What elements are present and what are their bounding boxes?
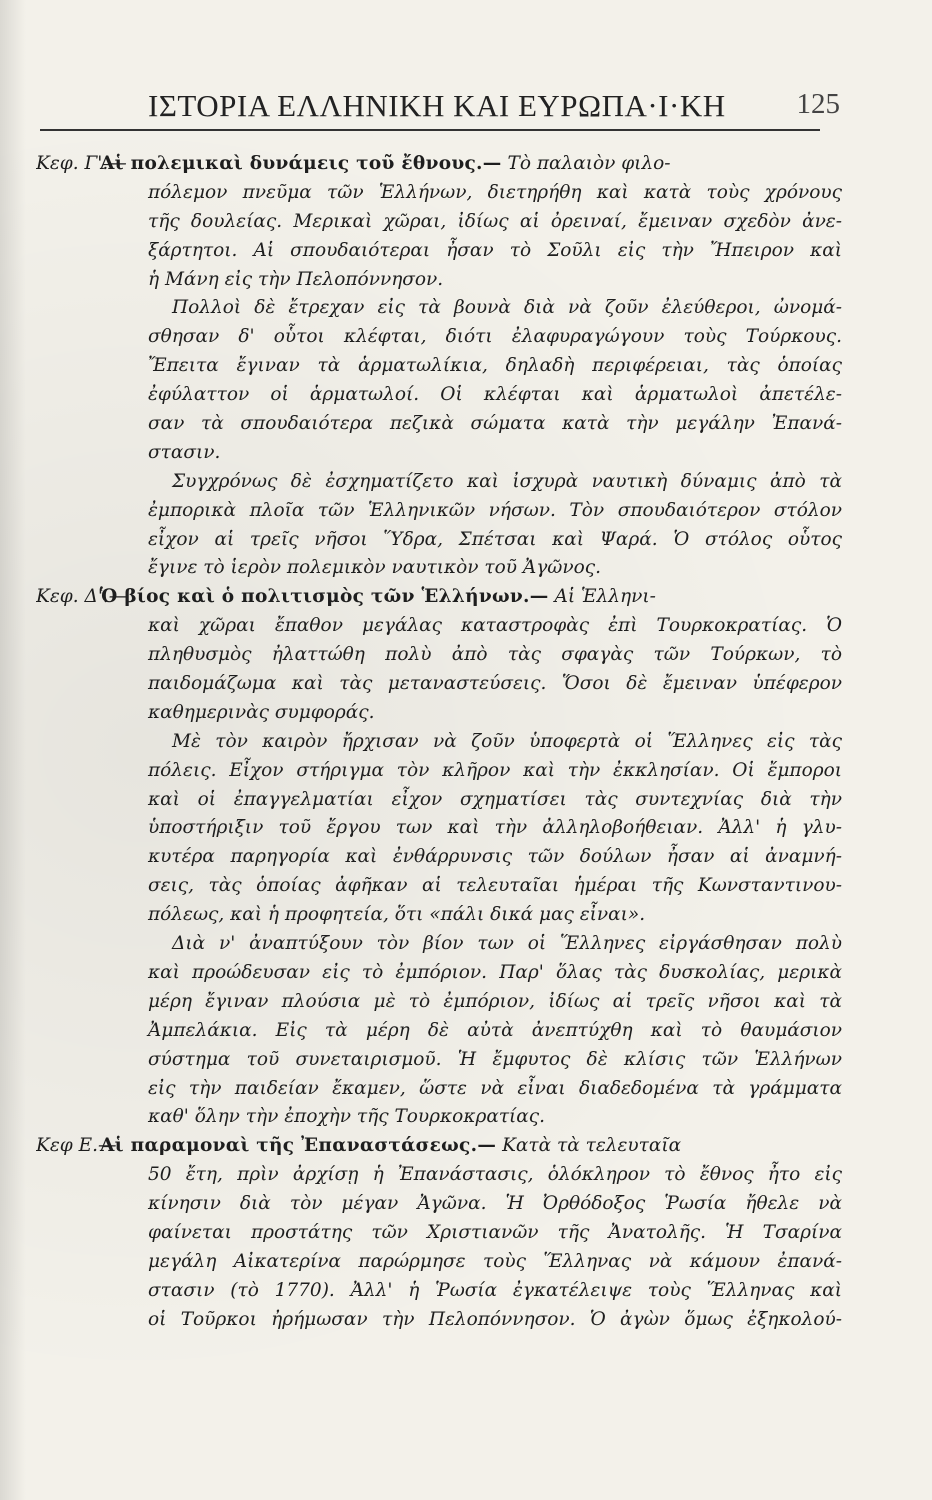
text-line: οἱ Τοῦρκοι ἠρήμωσαν τὴν Πελοπόννησον. Ὁ ἀγὼν ὅμως ἐξηκολού- [148,1308,842,1330]
text-line: πληθυσμὸς ἠλαττώθη πολὺ ἀπὸ τὰς σφαγὰς τῶν Τούρκων, τὸ [148,644,842,666]
page-header [40,88,840,132]
text-line: μεγάλη Αἰκατερίνα παρώρμησε τοὺς Ἕλληνας νὰ κάμουν ἐπανά- [148,1250,842,1272]
text-line: καὶ προώδευσαν εἰς τὸ ἐμπόριον. Παρ' ὅλας τὰς δυσκολίας, μερικὰ [148,961,842,983]
text-line: κυτέρα παρηγορία καὶ ἐνθάρρυνσις τῶν δούλων ἦσαν αἱ ἀναμνή- [148,846,842,868]
text-line: φαίνεται προστάτης τῶν Χριστιανῶν τῆς Ἀνατολῆς. Ἡ Τσαρίνα [148,1221,842,1243]
chapter-first-line-text: Τὸ παλαιὸν φιλο- [507,153,671,174]
chapter-heading-line [36,150,842,179]
chapter-label: Κεφ. Δ'.— [36,586,128,608]
chapter-section-gamma [36,150,842,583]
text-line: σύστημα τοῦ συνεταιρισμοῦ. Ἡ ἔμφυτος δὲ κλίσις τῶν Ἑλλήνων [148,1048,842,1070]
text-line: 50 ἔτη, πρὶν ἀρχίσῃ ἡ Ἐπανάστασις, ὁλόκληρον τὸ ἔθνος ἦτο εἰς [148,1164,842,1186]
text-line: πόλεμον πνεῦμα τῶν Ἑλλήνων, διετηρήθη καὶ κατὰ τοὺς χρόνους [148,181,842,203]
text-line: καθημερινὰς συμφοράς. [148,701,375,723]
chapter-title: Αἱ παραμοναὶ τῆς Ἐπαναστάσεως.— [100,1135,497,1157]
text-line: εἶχον αἱ τρεῖς νῆσοι Ὕδρα, Σπέτσαι καὶ Ψαρά. Ὁ στόλος οὗτος [148,528,842,550]
text-line: Συγχρόνως δὲ ἐσχηματίζετο καὶ ἰσχυρὰ ναυτικὴ δύναμις ἀπὸ τὰ [172,470,842,492]
text-line: ἔγινε τὸ ἱερὸν πολεμικὸν ναυτικὸν τοῦ Ἀγῶνος. [148,557,601,579]
chapter-first-line-text: Κατὰ τὰ τελευταῖα [502,1135,682,1157]
text-line: Ἔπειτα ἔγιναν τὰ ἁρματωλίκια, δηλαδὴ περιφέρειαι, τὰς ὁποίας [148,355,842,377]
chapter-label: Κεφ Ε.— [36,1135,117,1157]
text-line: Μὲ τὸν καιρὸν ἤρχισαν νὰ ζοῦν ὑποφερτὰ οἱ Ἕλληνες εἰς τὰς [172,730,842,752]
chapter-title: Ὁ βίος καὶ ὁ πολιτισμὸς τῶν Ἑλλήνων.— [100,586,549,608]
page-number: 125 [796,88,840,120]
chapter-label: Κεφ. Γ'.— [36,153,127,174]
chapter-heading-line [36,1132,842,1161]
chapter-title: Αἱ πολεμικαὶ δυνάμεις τοῦ ἔθνους.— [100,153,502,174]
header-rule [40,129,820,131]
text-line: στασιν. [148,441,221,463]
text-line: ἡ Μάνη εἰς τὴν Πελοπόννησον. [148,268,444,290]
text-line: εἰς τὴν παιδείαν ἔκαμεν, ὥστε νὰ εἶναι διαδεδομένα τὰ γράμματα [148,1077,842,1099]
text-line: κίνησιν διὰ τὸν μέγαν Ἀγῶνα. Ἡ Ὀρθόδοξος Ῥωσία ἤθελε νὰ [148,1193,842,1215]
text-line: παιδομάζωμα καὶ τὰς μεταναστεύσεις. Ὅσοι δὲ ἔμειναν ὑπέφερον [148,673,842,695]
page-body [36,150,842,1335]
text-line: σθησαν δ' οὗτοι κλέφται, διότι ἐλαφυραγώγουν τοὺς Τούρκους. [148,326,842,348]
text-line: ξάρτητοι. Αἱ σπουδαιότεραι ἦσαν τὸ Σοῦλι εἰς τὴν Ἤπειρον καὶ [148,239,842,261]
text-line: τῆς δουλείας. Μερικαὶ χῶραι, ἰδίως αἱ ὀρειναί, ἔμειναν σχεδὸν ἀνε- [148,210,842,232]
text-line: μέρη ἔγιναν πλούσια μὲ τὸ ἐμπόριον, ἰδίως αἱ τρεῖς νῆσοι καὶ τὰ [148,990,842,1012]
text-line: Πολλοὶ δὲ ἔτρεχαν εἰς τὰ βουνὰ διὰ νὰ ζοῦν ἐλεύθεροι, ὠνομά- [172,297,842,319]
text-line: ἐφύλαττον οἱ ἁρματωλοί. Οἱ κλέφται καὶ ἁρματωλοὶ ἀπετέλε- [148,384,842,406]
chapter-section-delta [36,583,842,1132]
running-title: ΙΣΤΟΡΙΑ ΕΛΛΗΝΙΚΗ ΚΑΙ ΕΥΡΩΠΑ·Ι·ΚΗ [148,88,726,123]
chapter-first-line-text: Αἱ Ἑλληνι- [554,586,656,608]
text-line: καθ' ὅλην τὴν ἐποχὴν τῆς Τουρκοκρατίας. [148,1106,546,1128]
text-line: ἐμπορικὰ πλοῖα τῶν Ἑλληνικῶν νήσων. Τὸν σπουδαιότερον στόλον [148,499,842,521]
text-line: Ἀμπελάκια. Εἰς τὰ μέρη δὲ αὐτὰ ἀνεπτύχθη καὶ τὸ θαυμάσιον [148,1019,842,1041]
chapter-heading-line [36,583,842,612]
chapter-section-epsilon [36,1132,842,1334]
text-line: Διὰ ν' ἀναπτύξουν τὸν βίον των οἱ Ἕλληνες εἰργάσθησαν πολὺ [172,933,842,955]
text-line: πόλεως, καὶ ἡ προφητεία, ὅτι «πάλι δικά μας εἶναι». [148,904,646,926]
text-line: πόλεις. Εἶχον στήριγμα τὸν κλῆρον καὶ τὴν ἐκκλησίαν. Οἱ ἔμποροι [148,759,842,781]
text-line: σεις, τὰς ὁποίας ἀφῆκαν αἱ τελευταῖαι ἡμέραι τῆς Κωνσταντινου- [148,875,842,897]
text-line: καὶ οἱ ἐπαγγελματίαι εἶχον σχηματίσει τὰς συντεχνίας διὰ τὴν [148,788,842,810]
text-line: καὶ χῶραι ἔπαθον μεγάλας καταστροφὰς ἐπὶ Τουρκοκρατίας. Ὁ [148,615,842,637]
text-line: ὑποστήριξιν τοῦ ἔργου των καὶ τὴν ἀλληλοβοήθειαν. Ἀλλ' ἡ γλυ- [148,817,842,839]
text-line: στασιν (τὸ 1770). Ἀλλ' ἡ Ῥωσία ἐγκατέλειψε τοὺς Ἕλληνας καὶ [148,1279,842,1301]
text-line: σαν τὰ σπουδαιότερα πεζικὰ σώματα κατὰ τὴν μεγάλην Ἐπανά- [148,413,842,435]
